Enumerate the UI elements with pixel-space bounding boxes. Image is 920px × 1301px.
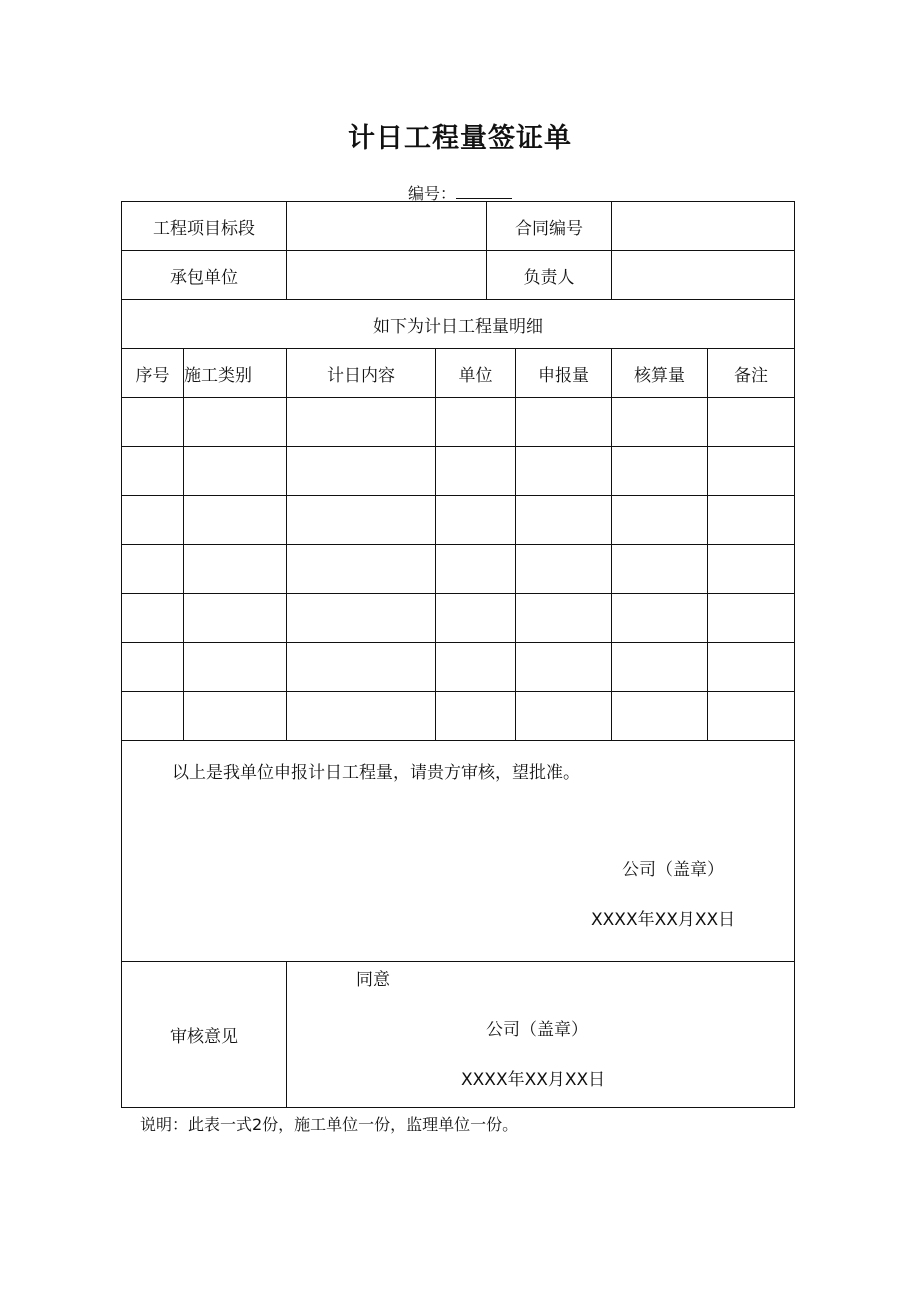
responsible-label: 负责人 [487, 251, 612, 300]
detail-cell-content[interactable] [287, 692, 436, 741]
detail-cell-seq[interactable] [122, 692, 184, 741]
project-section-label: 工程项目标段 [122, 202, 287, 251]
detail-cell-unit[interactable] [436, 496, 516, 545]
detail-cell-remarks[interactable] [708, 643, 795, 692]
detail-caption-row [122, 300, 795, 349]
detail-cell-category[interactable] [184, 545, 287, 594]
detail-cell-remarks[interactable] [708, 496, 795, 545]
declaration-row [122, 741, 795, 962]
column-header-content: 计日内容 [287, 349, 436, 398]
detail-cell-remarks[interactable] [708, 447, 795, 496]
detail-cell-seq[interactable] [122, 643, 184, 692]
header-row-contractor [122, 251, 795, 300]
detail-cell-content[interactable] [287, 496, 436, 545]
project-section-value[interactable] [287, 202, 487, 251]
detail-cell-seq[interactable] [122, 496, 184, 545]
detail-cell-verified[interactable] [612, 545, 708, 594]
detail-cell-category[interactable] [184, 496, 287, 545]
detail-cell-content[interactable] [287, 643, 436, 692]
declaration-cell [122, 741, 795, 962]
review-label: 审核意见 [122, 962, 287, 1108]
contractor-label: 承包单位 [122, 251, 287, 300]
detail-cell-unit[interactable] [436, 643, 516, 692]
document-title: 计日工程量签证单 [348, 123, 572, 154]
detail-cell-seq[interactable] [122, 398, 184, 447]
detail-cell-declared[interactable] [516, 692, 612, 741]
detail-cell-content[interactable] [287, 398, 436, 447]
review-company-seal: 公司（盖章） [486, 1020, 588, 1040]
detail-cell-verified[interactable] [612, 594, 708, 643]
detail-cell-declared[interactable] [516, 643, 612, 692]
detail-row [122, 398, 795, 447]
detail-cell-unit[interactable] [436, 594, 516, 643]
detail-cell-declared[interactable] [516, 545, 612, 594]
detail-cell-verified[interactable] [612, 643, 708, 692]
detail-row [122, 447, 795, 496]
detail-cell-declared[interactable] [516, 496, 612, 545]
responsible-value[interactable] [612, 251, 795, 300]
contract-no-label: 合同编号 [487, 202, 612, 251]
column-header-unit: 单位 [436, 349, 516, 398]
detail-cell-declared[interactable] [516, 398, 612, 447]
detail-cell-category[interactable] [184, 692, 287, 741]
detail-cell-category[interactable] [184, 594, 287, 643]
detail-cell-verified[interactable] [612, 496, 708, 545]
contract-no-value[interactable] [612, 202, 795, 251]
review-opinion: 同意 [356, 970, 390, 990]
review-cell[interactable] [287, 962, 795, 1108]
contractor-value[interactable] [287, 251, 487, 300]
detail-rows [122, 398, 795, 741]
detail-cell-remarks[interactable] [708, 545, 795, 594]
header-row-project [122, 202, 795, 251]
detail-cell-unit[interactable] [436, 692, 516, 741]
detail-row [122, 643, 795, 692]
column-header-declared: 申报量 [516, 349, 612, 398]
detail-cell-seq[interactable] [122, 545, 184, 594]
review-date: XXXX年XX月XX日 [461, 1070, 606, 1090]
declaration-company-seal: 公司（盖章） [622, 860, 724, 880]
detail-cell-unit[interactable] [436, 447, 516, 496]
detail-cell-unit[interactable] [436, 545, 516, 594]
footnote: 说明：此表一式2份，施工单位一份，监理单位一份。 [140, 1115, 519, 1134]
detail-cell-remarks[interactable] [708, 398, 795, 447]
detail-row [122, 496, 795, 545]
detail-cell-verified[interactable] [612, 692, 708, 741]
detail-cell-unit[interactable] [436, 398, 516, 447]
detail-cell-category[interactable] [184, 643, 287, 692]
review-row [122, 962, 795, 1108]
detail-row [122, 545, 795, 594]
detail-cell-verified[interactable] [612, 447, 708, 496]
detail-caption: 如下为计日工程量明细 [122, 300, 795, 349]
column-header-remarks: 备注 [708, 349, 795, 398]
detail-cell-category[interactable] [184, 398, 287, 447]
detail-cell-category[interactable] [184, 447, 287, 496]
serial-number-label: 编号： [407, 184, 456, 203]
column-header-verified: 核算量 [612, 349, 708, 398]
column-header-row [122, 349, 795, 398]
detail-row [122, 594, 795, 643]
detail-cell-declared[interactable] [516, 447, 612, 496]
detail-cell-content[interactable] [287, 447, 436, 496]
column-header-seq: 序号 [122, 349, 184, 398]
detail-cell-content[interactable] [287, 594, 436, 643]
detail-cell-remarks[interactable] [708, 594, 795, 643]
visa-form-table [121, 201, 795, 1108]
detail-cell-remarks[interactable] [708, 692, 795, 741]
detail-row [122, 692, 795, 741]
declaration-text: 以上是我单位申报计日工程量，请贵方审核，望批准。 [172, 763, 580, 783]
detail-cell-verified[interactable] [612, 398, 708, 447]
detail-cell-content[interactable] [287, 545, 436, 594]
column-header-category: 施工类别 [184, 349, 287, 398]
serial-number-blank[interactable] [456, 184, 512, 199]
detail-cell-seq[interactable] [122, 447, 184, 496]
declaration-date: XXXX年XX月XX日 [591, 910, 736, 930]
detail-cell-declared[interactable] [516, 594, 612, 643]
detail-cell-seq[interactable] [122, 594, 184, 643]
